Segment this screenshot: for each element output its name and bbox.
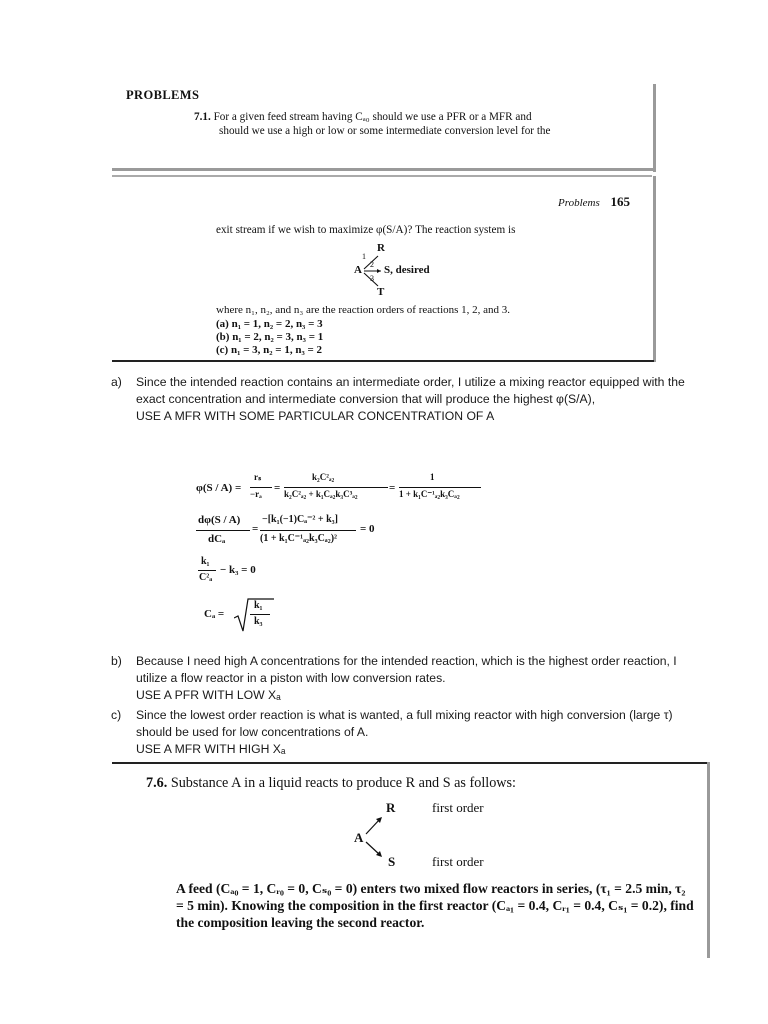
problem-7-1-continuation: exit stream if we wish to maximize φ(S/A)? The reaction system is xyxy=(216,224,516,236)
eq2-den: dCₐ xyxy=(208,533,226,545)
eq4-lhs: Cₐ = xyxy=(204,608,225,620)
equation-derivative: dφ(S / A) dCₐ = −[k₁(−1)Cₐ⁻² + k₃] (1 + k₁C⁻¹ₐ₂k₃Cₐ₂)² = 0 xyxy=(198,514,375,545)
answer-conclusion: USE A PFR WITH LOW Xₐ xyxy=(136,688,281,702)
species-r: R xyxy=(386,800,396,815)
problem-7-1-text xyxy=(194,110,644,138)
eq1-lhs: φ(S / A) = xyxy=(196,482,242,494)
scan-edge xyxy=(112,175,652,177)
eq2-tail: = 0 xyxy=(360,523,375,535)
answer-a xyxy=(111,374,687,425)
problem-7-6-statement: Substance A in a liquid reacts to produce R and S as follows: xyxy=(170,775,517,791)
problems-heading: PROBLEMS xyxy=(126,88,200,102)
species-r: R xyxy=(377,242,385,254)
eq2-rnum: −[k₁(−1)Cₐ⁻² + k₃] xyxy=(262,514,338,525)
fraction-bar xyxy=(250,614,270,615)
problem-7-6-title xyxy=(146,775,516,792)
fraction-bar xyxy=(196,530,250,531)
fraction-bar xyxy=(399,487,481,488)
eq3-tail: − k₃ = 0 xyxy=(220,564,256,576)
page-number: 165 xyxy=(610,194,630,209)
eq1-f3-den: 1 + k₁C⁻¹ₐ₂k₃Cₐ₂ xyxy=(399,489,460,499)
eq1-f3-num: 1 xyxy=(430,472,435,482)
eq3-num: k₁ xyxy=(201,556,210,567)
problem-7-1-line2: should we use a high or low or some intermediate conversion level for the xyxy=(219,125,551,137)
textbook-scan-page-165 xyxy=(112,178,652,362)
answer-label: a) xyxy=(111,375,122,389)
option-c: (c) n₁ = 3, n₂ = 1, n₃ = 2 xyxy=(216,344,323,356)
rate-label-2: 2 xyxy=(370,260,374,269)
scan-edge xyxy=(112,360,654,362)
problem-7-1-line1: For a given feed stream having Cₐ₀ should we use a PFR or a MFR and xyxy=(213,111,532,123)
reaction-scheme-7-6 xyxy=(272,792,512,872)
answer-conclusion: USE A MFR WITH SOME PARTICULAR CONCENTRATION OF A xyxy=(136,409,495,423)
eq2-num: dφ(S / A) xyxy=(198,514,241,526)
eq1-f1-den: −rₐ xyxy=(250,489,262,499)
scan-edge xyxy=(653,84,656,172)
reaction-scheme xyxy=(350,242,490,302)
fraction-bar xyxy=(250,487,272,488)
answer-text: Since the lowest order reaction is what is wanted, a full mixing reactor with high conversion (large τ) should be used for low concentrations of A. xyxy=(136,708,673,739)
fraction-bar xyxy=(284,487,388,488)
answer-text: Because I need high A concentrations for the intended reaction, which is the highest order reaction, I utilize a flow reactor in a piston with low conversion rates. xyxy=(136,654,677,685)
answer-text: Since the intended reaction contains an intermediate order, I utilize a mixing reactor equipped with the exact concentration and intermediate conversion that will produce the highest φ(S/A), xyxy=(136,375,685,406)
eq1-f2-num: k₂C²ₐ₂ xyxy=(312,472,335,482)
eq2-rden: (1 + k₁C⁻¹ₐ₂k₃Cₐ₂)² xyxy=(260,533,338,544)
species-a: A xyxy=(354,830,364,845)
fraction-bar xyxy=(260,530,356,531)
problem-number: 7.1. xyxy=(194,111,211,123)
scan-edge xyxy=(112,168,656,171)
order-s: first order xyxy=(432,854,484,869)
option-b: (b) n₁ = 2, n₂ = 3, n₃ = 1 xyxy=(216,331,324,343)
option-a: (a) n₁ = 1, n₂ = 2, n₃ = 3 xyxy=(216,318,323,330)
answer-b xyxy=(111,653,687,704)
scan-edge xyxy=(707,762,710,958)
reaction-orders-note: where n₁, n₂, and n₃ are the reaction orders of reactions 1, 2, and 3. xyxy=(216,304,511,316)
order-r: first order xyxy=(432,800,484,815)
eq4-num: k₁ xyxy=(254,600,263,611)
eq1-f1-num: rₛ xyxy=(254,472,262,482)
species-a: A xyxy=(354,264,362,276)
scan-edge xyxy=(112,762,710,764)
scan-edge xyxy=(653,176,656,362)
rate-label-1: 1 xyxy=(362,252,366,261)
answer-conclusion: USE A MFR WITH HIGH Xₐ xyxy=(136,742,286,756)
equation-optimal-concentration xyxy=(204,598,294,634)
species-t: T xyxy=(377,286,385,298)
answer-c xyxy=(111,707,687,758)
eq1-f2-den: k₂C²ₐ₂ + k₁Cₐ₂k₃C³ₐ₂ xyxy=(284,489,358,499)
page-header-title: Problems xyxy=(557,197,600,209)
eq4-den: k₃ xyxy=(254,616,263,627)
rate-label-3: 3 xyxy=(370,274,374,283)
problem-7-6-body: A feed (Cₐ₀ = 1, Cᵣ₀ = 0, Cₛ₀ = 0) enters two mixed flow reactors in series, (τ₁ = 2.5 min, τ₂ = 5 min). Knowing the composition in the first reactor (Cₐ₁ = 0.4, Cᵣ₁ = 0.4, Cₛ₁ = 0.2), find the composition leaving the second reactor. xyxy=(176,881,694,930)
fraction-bar xyxy=(198,570,216,571)
textbook-scan-problem-7-6 xyxy=(112,762,710,958)
answer-label: c) xyxy=(111,708,122,722)
equation-selectivity: φ(S / A) = rₛ −rₐ = k₂C²ₐ₂ k₂C²ₐ₂ + k₁Cₐ₂k₃C³ₐ₂ = 1 1 + k₁C⁻¹ₐ₂k₃Cₐ₂ xyxy=(196,472,496,512)
page-header xyxy=(558,194,630,210)
species-s: S xyxy=(388,854,396,869)
eq3-den: C²ₐ xyxy=(199,572,213,583)
answer-label: b) xyxy=(111,654,122,668)
equation-condition xyxy=(198,556,298,590)
problem-number: 7.6. xyxy=(146,775,168,791)
textbook-scan-problem-7-1 xyxy=(112,88,652,168)
species-s: S, desired xyxy=(384,264,430,276)
